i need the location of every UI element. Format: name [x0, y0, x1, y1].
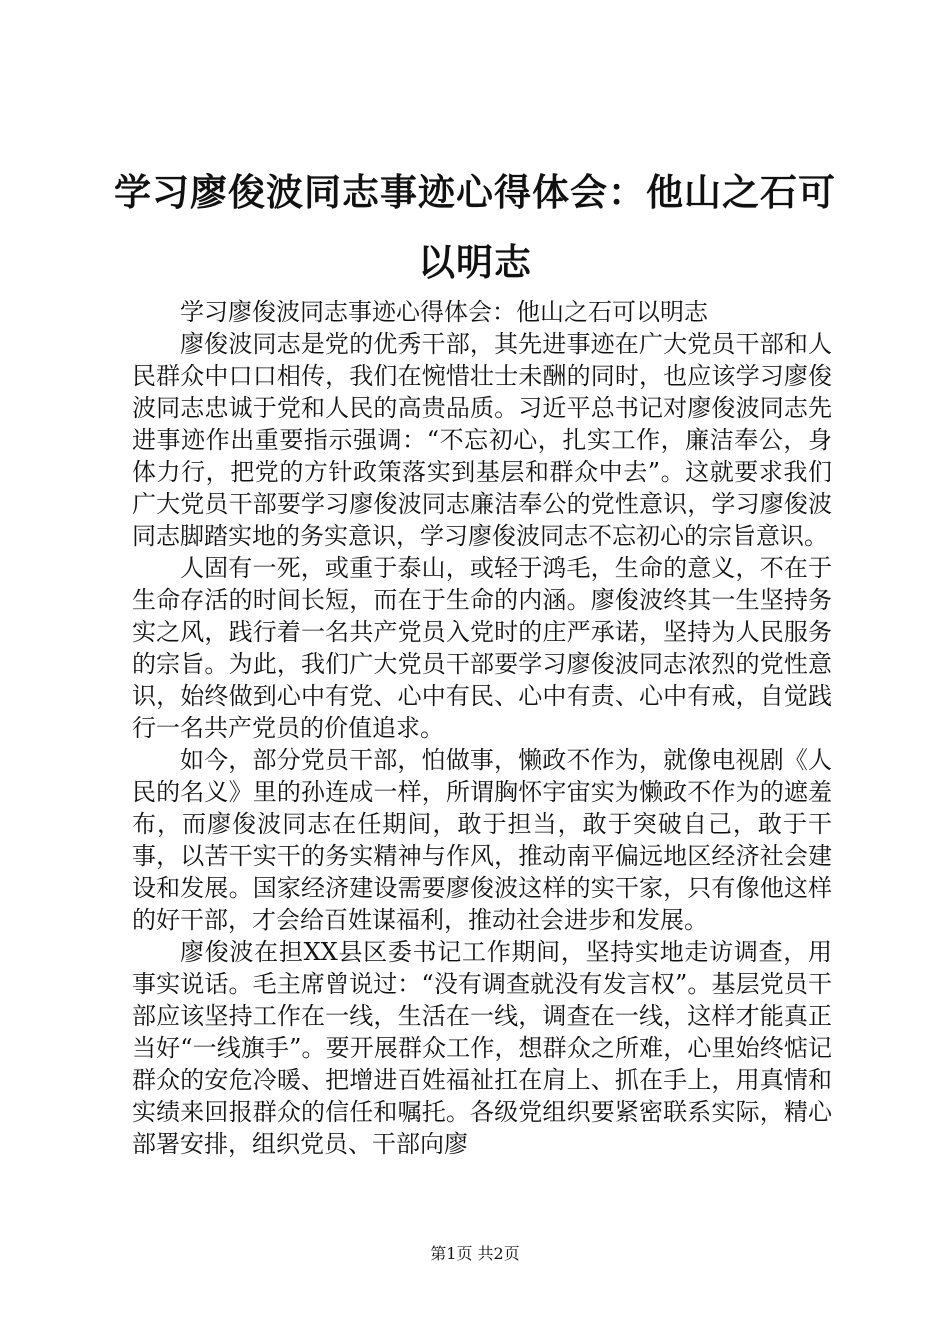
- document-title: 学习廖俊波同志事迹心得体会：他山之石可以明志: [114, 171, 836, 284]
- paragraph: 廖俊波在担XX县区委书记工作期间，坚持实地走访调查，用事实说话。毛主席曾说过：“没有调查就没有发言权”。基层党员干部应该坚持工作在一线，生活在一线，调查在一线，这样才能真正当好“一线旗手”。要开展群众工作，想群众之所难，心里始终惦记群众的安危冷暖、把增进百姓福祉扛在肩上、抓在手上，用真情和实绩来回报群众的信任和嘱托。各级党组织要紧密联系实际，精心部署安排，组织党员、干部向廖: [132, 938, 832, 1158]
- paragraph: 廖俊波同志是党的优秀干部，其先进事迹在广大党员干部和人民群众中口口相传，我们在惋惜壮士未酬的同时，也应该学习廖俊波同志忠诚于党和人民的高贵品质。习近平总书记对廖俊波同志先进事迹作出重要指示强调：“不忘初心，扎实工作，廉洁奉公，身体力行，把党的方针政策落实到基层和群众中去”。这就要求我们广大党员干部要学习廖俊波同志廉洁奉公的党性意识，学习廖俊波同志脚踏实地的务实意识，学习廖俊波同志不忘初心的宗旨意识。: [132, 330, 832, 550]
- paragraph: 人固有一死，或重于泰山，或轻于鸿毛，生命的意义，不在于生命存活的时间长短，而在于生命的内涵。廖俊波终其一生坚持务实之风，践行着一名共产党员入党时的庄严承诺，坚持为人民服务的宗旨。为此，我们广大党员干部要学习廖俊波同志浓烈的党性意识，始终做到心中有党、心中有民、心中有责、心中有戒，自觉践行一名共产党员的价值追求。: [132, 554, 832, 742]
- paragraph: 如今，部分党员干部，怕做事，懒政不作为，就像电视剧《人民的名义》里的孙连成一样，所谓胸怀宇宙实为懒政不作为的遮羞布，而廖俊波同志在任期间，敢于担当，敢于突破自己，敢于干事，以苦干实干的务实精神与作风，推动南平偏远地区经济社会建设和发展。国家经济建设需要廖俊波这样的实干家，只有像他这样的好干部，才会给百姓谋福利，推动社会进步和发展。: [132, 746, 832, 934]
- document-body: [132, 296, 832, 1160]
- paragraph: 学习廖俊波同志事迹心得体会：他山之石可以明志: [180, 298, 708, 326]
- page-footer: 第1页 共2页: [430, 1244, 520, 1263]
